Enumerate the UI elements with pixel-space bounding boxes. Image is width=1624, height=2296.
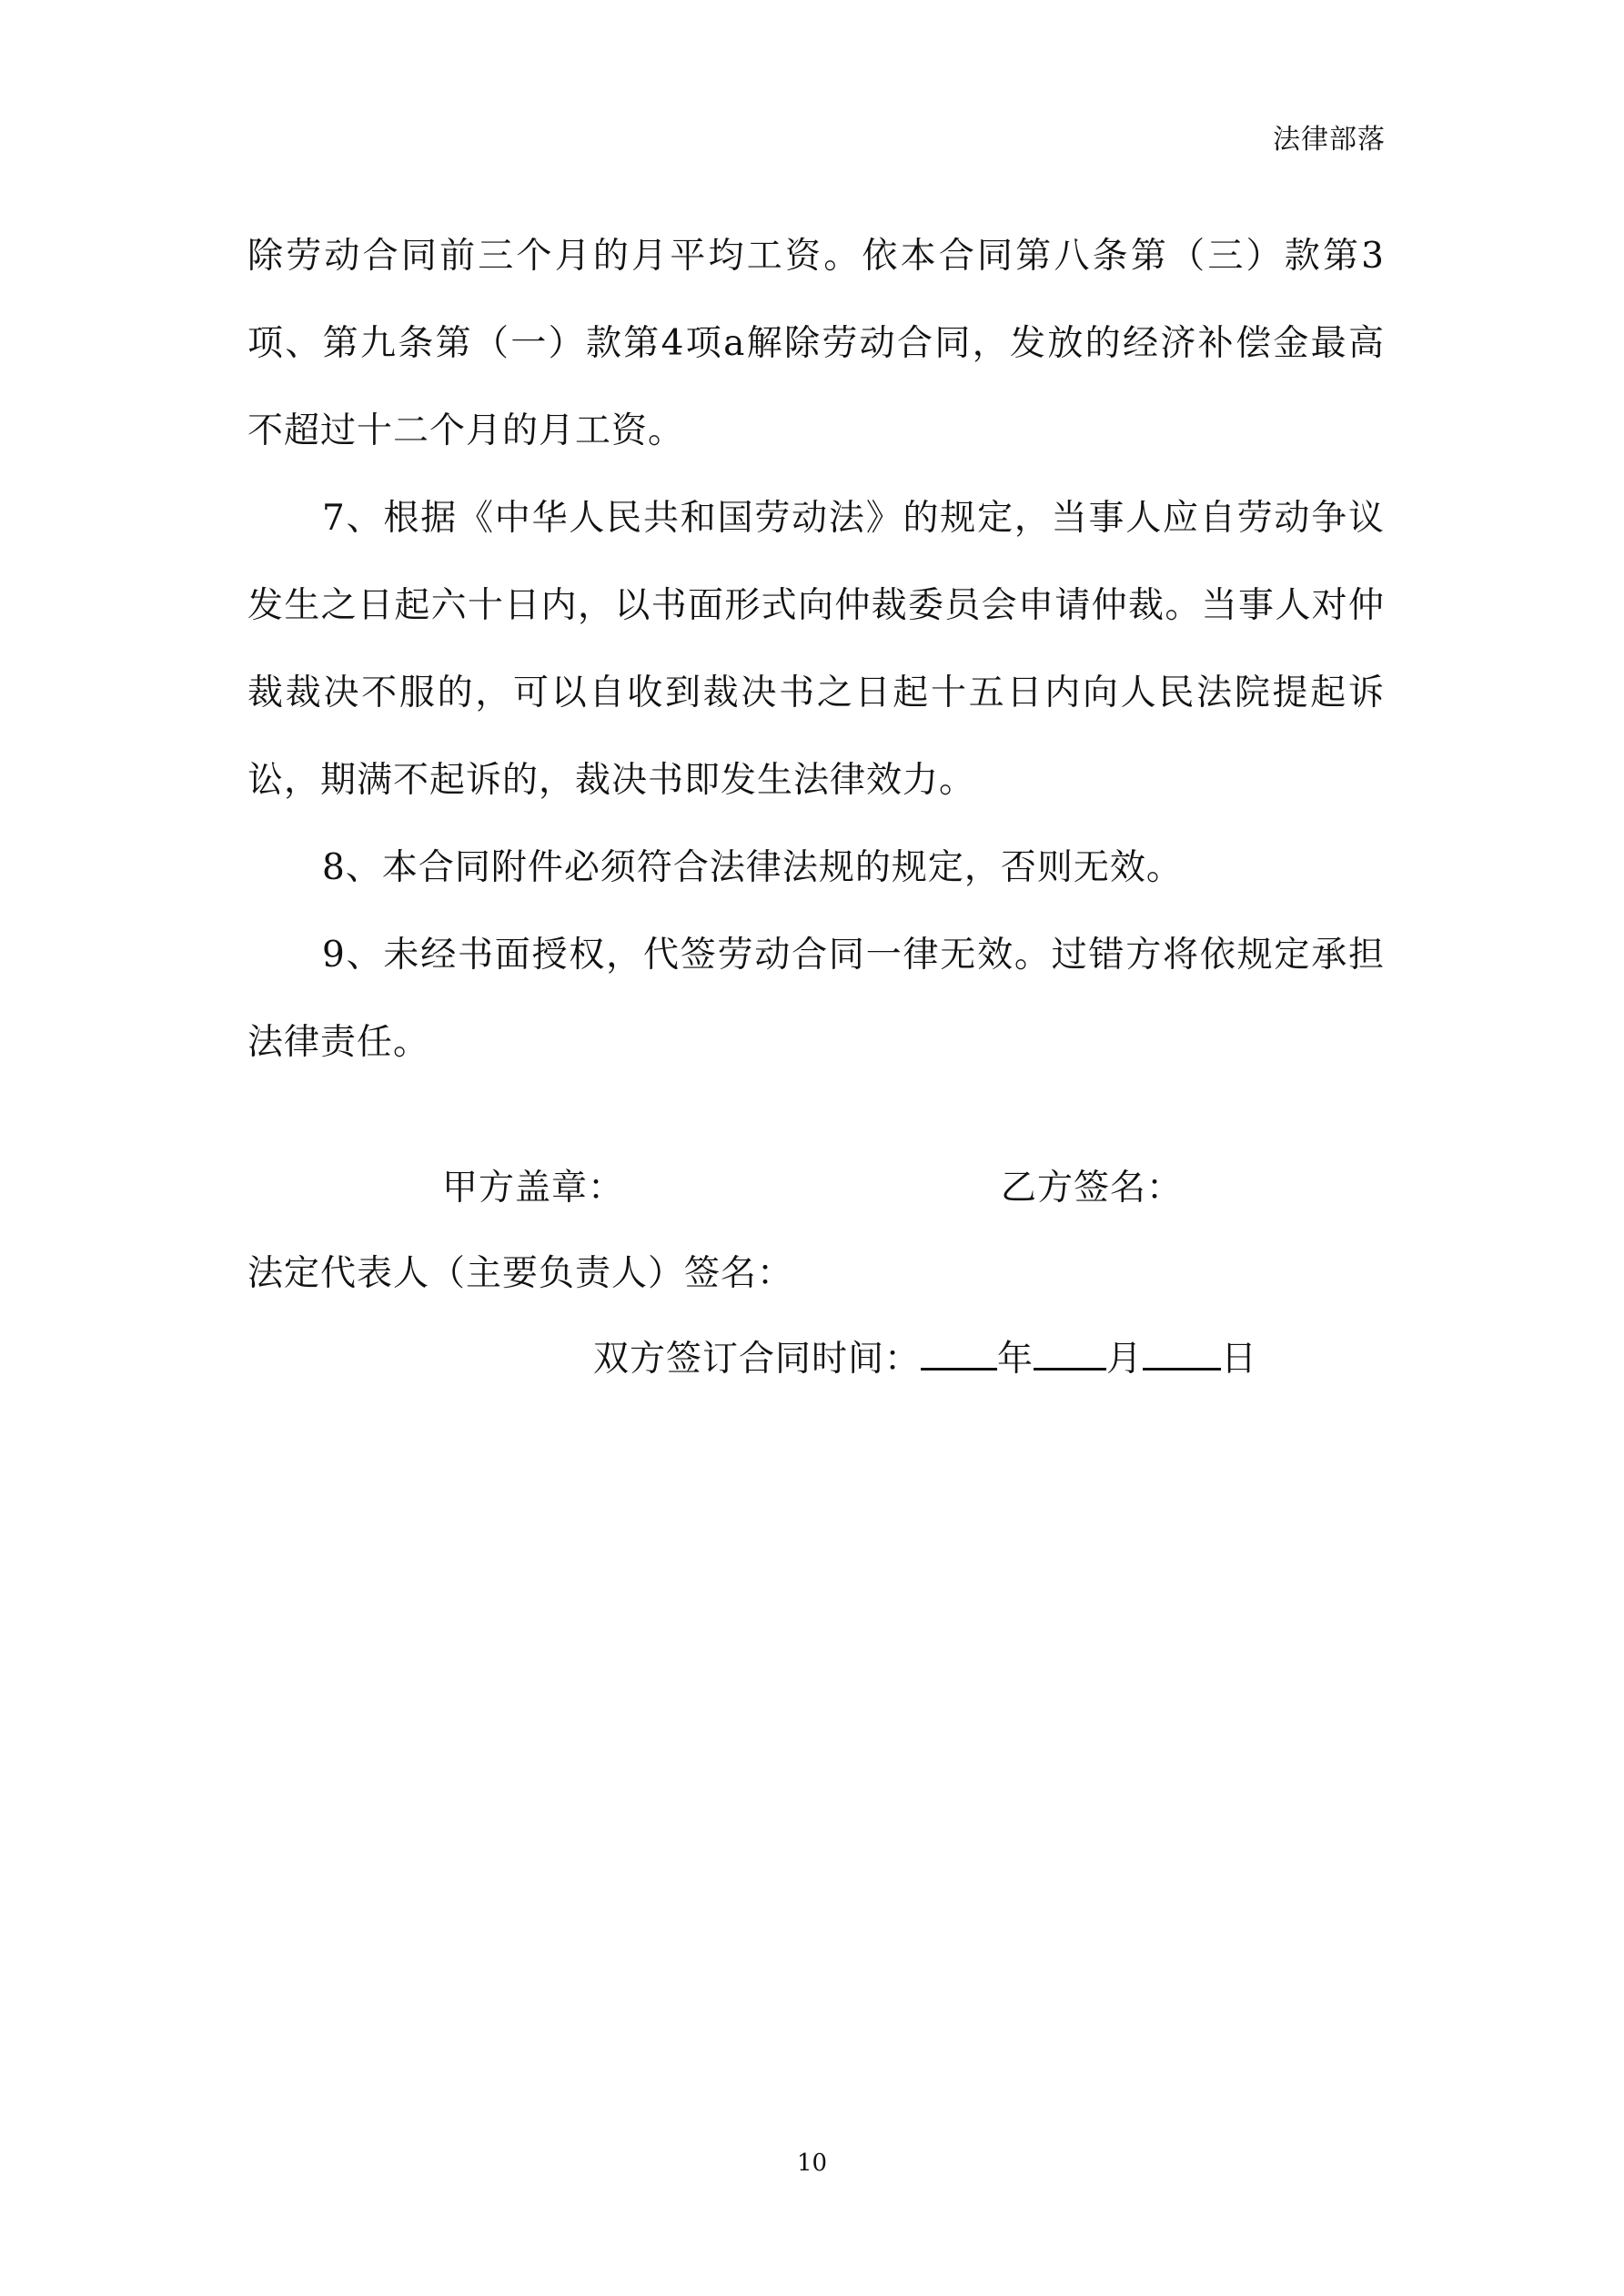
year-blank: [921, 1337, 997, 1371]
paragraph-clause-9: 9、未经书面授权，代签劳动合同一律无效。过错方将依规定承担法律责任。: [247, 935, 1385, 1063]
month-label: 月: [1106, 1339, 1144, 1380]
paragraph-clause-8: 8、本合同附件必须符合法律法规的规定，否则无效。: [322, 847, 1183, 888]
contract-date-line: [593, 1330, 1257, 1381]
document-body: [247, 213, 1385, 1087]
paragraph-continuation: 除劳动合同前三个月的月平均工资。依本合同第八条第（三）款第3项、第九条第（一）款第4项a解除劳动合同，发放的经济补偿金最高不超过十二个月的月工资。: [247, 236, 1385, 451]
page-number: 10: [796, 2149, 828, 2177]
paragraph-clause-7: 7、根据《中华人民共和国劳动法》的规定，当事人应自劳动争议发生之日起六十日内，以书面形式向仲裁委员会申请仲裁。当事人对仲裁裁决不服的，可以自收到裁决书之日起十五日内向人民法院提起诉讼，期满不起诉的，裁决书即发生法律效力。: [247, 498, 1385, 801]
year-label: 年: [997, 1339, 1034, 1380]
day-label: 日: [1221, 1339, 1258, 1380]
party-b-signature-label: 乙方签名：: [1001, 1168, 1184, 1209]
header-watermark-text: 法律部落: [1273, 124, 1386, 156]
party-a-seal-label: 甲方盖章：: [442, 1168, 625, 1209]
legal-representative-signature-label: 法定代表人（主要负责人）签名：: [247, 1253, 794, 1294]
month-blank: [1034, 1337, 1106, 1371]
day-blank: [1143, 1337, 1221, 1371]
contract-date-label: 双方签订合同时间：: [593, 1339, 922, 1380]
